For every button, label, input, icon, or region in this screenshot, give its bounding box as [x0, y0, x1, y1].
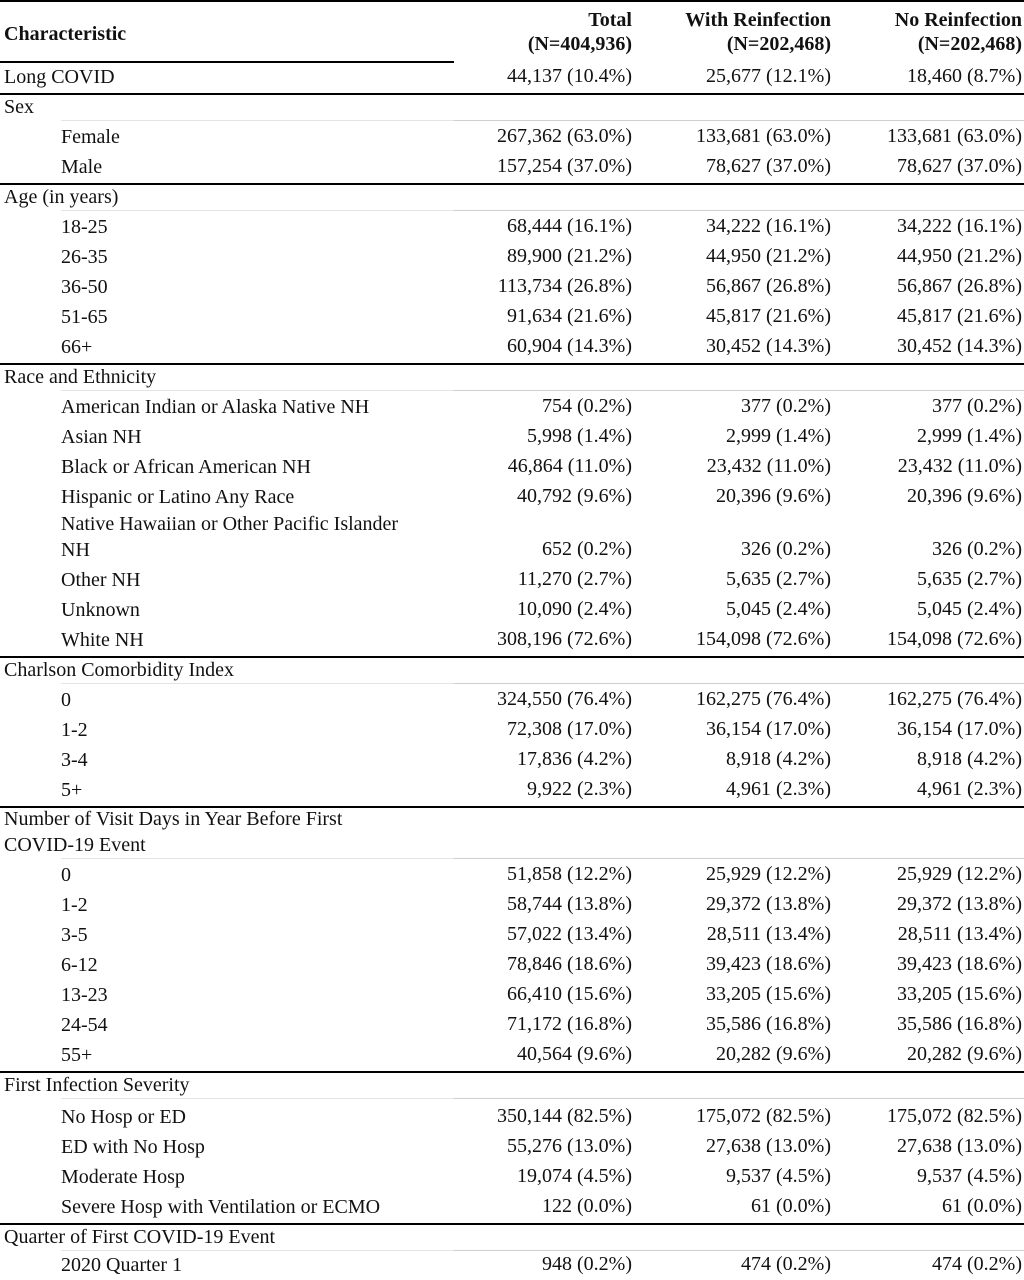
- cell-total: 91,634 (21.6%): [507, 305, 632, 327]
- cell-no-reinfection: 4,961 (2.3%): [917, 778, 1022, 800]
- cell-no-reinfection: 56,867 (26.8%): [897, 275, 1022, 297]
- row-label: 1-2: [61, 894, 88, 916]
- cell-total: 60,904 (14.3%): [507, 335, 632, 357]
- cell-no-reinfection: 9,537 (4.5%): [917, 1165, 1022, 1187]
- header-no-reinfection: [895, 8, 1022, 56]
- cell-no-reinfection: 27,638 (13.0%): [897, 1135, 1022, 1157]
- row-label: 66+: [61, 336, 93, 358]
- table-row: [0, 950, 1024, 980]
- cell-with-reinfection: 29,372 (13.8%): [706, 893, 831, 915]
- cell-no-reinfection: 35,586 (16.8%): [897, 1013, 1022, 1035]
- header-with-title: With Reinfection: [685, 9, 831, 31]
- table-row: [0, 1162, 1024, 1192]
- cell-with-reinfection: 25,677 (12.1%): [706, 65, 831, 87]
- table-row: [0, 565, 1024, 595]
- table-row: [0, 1250, 1024, 1280]
- row-label: Black or African American NH: [61, 456, 311, 478]
- section-faint-rule-left: [61, 210, 454, 211]
- cell-no-reinfection: 29,372 (13.8%): [897, 893, 1022, 915]
- row-label: American Indian or Alaska Native NH: [61, 396, 370, 418]
- cell-total: 5,998 (1.4%): [527, 425, 632, 447]
- cell-with-reinfection: 326 (0.2%): [741, 538, 831, 560]
- cell-total: 72,308 (17.0%): [507, 718, 632, 740]
- row-label: Moderate Hosp: [61, 1166, 185, 1188]
- cell-with-reinfection: 27,638 (13.0%): [706, 1135, 831, 1157]
- cell-total: 71,172 (16.8%): [507, 1013, 632, 1035]
- table-row: [0, 513, 1024, 565]
- cell-total: 308,196 (72.6%): [497, 628, 632, 650]
- row-label: 13-23: [61, 984, 108, 1006]
- cell-total: 78,846 (18.6%): [507, 953, 632, 975]
- section-label: Race and Ethnicity: [4, 366, 157, 388]
- row-label: 3-5: [61, 924, 88, 946]
- cell-with-reinfection: 78,627 (37.0%): [706, 155, 831, 177]
- cell-with-reinfection: 2,999 (1.4%): [726, 425, 831, 447]
- header-total: [528, 8, 632, 56]
- cell-no-reinfection: 5,045 (2.4%): [917, 598, 1022, 620]
- header-with-n: (N=202,468): [726, 33, 831, 55]
- section-label: Quarter of First COVID-19 Event: [4, 1226, 276, 1248]
- header-total-title: Total: [588, 9, 632, 31]
- row-label: 51-65: [61, 306, 108, 328]
- cell-total: 44,137 (10.4%): [507, 65, 632, 87]
- table-row: [0, 860, 1024, 890]
- cell-with-reinfection: 39,423 (18.6%): [706, 953, 831, 975]
- cell-no-reinfection: 45,817 (21.6%): [897, 305, 1022, 327]
- row-label: Asian NH: [61, 426, 142, 448]
- row-label: Hispanic or Latino Any Race: [61, 486, 295, 508]
- cell-total: 113,734 (26.8%): [497, 275, 632, 297]
- section-faint-rule-left: [61, 683, 454, 684]
- cell-total: 58,744 (13.8%): [507, 893, 632, 915]
- table-row: [0, 1192, 1024, 1222]
- cell-no-reinfection: 175,072 (82.5%): [887, 1105, 1022, 1127]
- header-no-n: (N=202,468): [917, 33, 1022, 55]
- cell-no-reinfection: 25,929 (12.2%): [897, 863, 1022, 885]
- cell-with-reinfection: 30,452 (14.3%): [706, 335, 831, 357]
- row-label: [61, 511, 398, 563]
- cell-no-reinfection: 377 (0.2%): [932, 395, 1022, 417]
- table-row: [0, 302, 1024, 332]
- cell-with-reinfection: 377 (0.2%): [741, 395, 831, 417]
- table-row: [0, 595, 1024, 625]
- cell-with-reinfection: 4,961 (2.3%): [726, 778, 831, 800]
- cell-no-reinfection: 28,511 (13.4%): [897, 923, 1022, 945]
- cell-with-reinfection: 61 (0.0%): [751, 1195, 831, 1217]
- table-row: [0, 122, 1024, 152]
- section-faint-rule: [454, 683, 1024, 684]
- table-row: [0, 452, 1024, 482]
- cell-total: 9,922 (2.3%): [527, 778, 632, 800]
- table-row: [0, 62, 1024, 92]
- table-row: [0, 890, 1024, 920]
- cell-total: 40,564 (9.6%): [517, 1043, 632, 1065]
- cell-total: 350,144 (82.5%): [497, 1105, 632, 1127]
- section-label: Age (in years): [4, 186, 119, 208]
- row-label: No Hosp or ED: [61, 1106, 186, 1128]
- cell-no-reinfection: 20,396 (9.6%): [907, 485, 1022, 507]
- cell-total: 46,864 (11.0%): [507, 455, 632, 477]
- row-label: 55+: [61, 1044, 93, 1066]
- cell-total: 652 (0.2%): [542, 538, 632, 560]
- section-row: [0, 1222, 1024, 1252]
- table-row: [0, 482, 1024, 512]
- row-label: White NH: [61, 629, 144, 651]
- row-label-line: Native Hawaiian or Other Pacific Islander: [61, 513, 399, 535]
- table-row: [0, 980, 1024, 1010]
- section-label: First Infection Severity: [4, 1074, 190, 1096]
- section-faint-rule: [454, 120, 1024, 121]
- section-row: [0, 655, 1024, 685]
- cell-no-reinfection: 18,460 (8.7%): [907, 65, 1022, 87]
- cell-with-reinfection: 5,045 (2.4%): [726, 598, 831, 620]
- table-row: [0, 745, 1024, 775]
- row-label: Female: [61, 126, 120, 148]
- table-row: [0, 422, 1024, 452]
- table-row: [0, 392, 1024, 422]
- row-label: 3-4: [61, 749, 88, 771]
- row-label: 0: [61, 864, 71, 886]
- row-label-line: COVID-19 Event: [4, 834, 146, 856]
- cell-no-reinfection: 474 (0.2%): [932, 1253, 1022, 1275]
- cell-with-reinfection: 25,929 (12.2%): [706, 863, 831, 885]
- cell-with-reinfection: 20,396 (9.6%): [716, 485, 831, 507]
- cell-total: 157,254 (37.0%): [497, 155, 632, 177]
- table-row: [0, 775, 1024, 805]
- cell-with-reinfection: 9,537 (4.5%): [726, 1165, 831, 1187]
- cell-total: 324,550 (76.4%): [497, 688, 632, 710]
- row-label-line: NH: [61, 539, 90, 561]
- section-label: Sex: [4, 96, 34, 118]
- cell-with-reinfection: 154,098 (72.6%): [696, 628, 831, 650]
- cell-total: 68,444 (16.1%): [507, 215, 632, 237]
- table-row: [0, 212, 1024, 242]
- table-row: [0, 1010, 1024, 1040]
- row-label: 24-54: [61, 1014, 108, 1036]
- row-label: Male: [61, 156, 103, 178]
- table-top-rule: [0, 0, 1024, 2]
- header-characteristic: Characteristic: [4, 23, 127, 45]
- cell-no-reinfection: 61 (0.0%): [942, 1195, 1022, 1217]
- row-label: 36-50: [61, 276, 108, 298]
- header-with-reinfection: [685, 8, 831, 56]
- cell-with-reinfection: 23,432 (11.0%): [706, 455, 831, 477]
- cell-with-reinfection: 5,635 (2.7%): [726, 568, 831, 590]
- cell-no-reinfection: 2,999 (1.4%): [917, 425, 1022, 447]
- row-label: 5+: [61, 779, 83, 801]
- cell-no-reinfection: 8,918 (4.2%): [917, 748, 1022, 770]
- section-row: [0, 362, 1024, 392]
- header-total-n: (N=404,936): [527, 33, 632, 55]
- table-row: [0, 242, 1024, 272]
- cell-no-reinfection: 34,222 (16.1%): [897, 215, 1022, 237]
- section-faint-rule: [454, 390, 1024, 391]
- row-label: 1-2: [61, 719, 88, 741]
- table-row: [0, 920, 1024, 950]
- cell-no-reinfection: 20,282 (9.6%): [907, 1043, 1022, 1065]
- cell-no-reinfection: 36,154 (17.0%): [897, 718, 1022, 740]
- cell-no-reinfection: 33,205 (15.6%): [897, 983, 1022, 1005]
- table-row: [0, 1102, 1024, 1132]
- row-label: 6-12: [61, 954, 98, 976]
- cell-no-reinfection: 5,635 (2.7%): [917, 568, 1022, 590]
- cell-total: 17,836 (4.2%): [517, 748, 632, 770]
- cell-total: 66,410 (15.6%): [507, 983, 632, 1005]
- section-faint-rule: [454, 1098, 1024, 1099]
- section-faint-rule: [454, 858, 1024, 859]
- cell-with-reinfection: 8,918 (4.2%): [726, 748, 831, 770]
- cell-with-reinfection: 20,282 (9.6%): [716, 1043, 831, 1065]
- table-row: [0, 1040, 1024, 1070]
- cell-total: 267,362 (63.0%): [497, 125, 632, 147]
- section-row: [0, 92, 1024, 122]
- table-row: [0, 1132, 1024, 1162]
- section-label: Charlson Comorbidity Index: [4, 659, 234, 681]
- cell-no-reinfection: 30,452 (14.3%): [897, 335, 1022, 357]
- section-row: [0, 808, 1024, 860]
- section-faint-rule: [454, 210, 1024, 211]
- table-row: [0, 715, 1024, 745]
- cell-no-reinfection: 78,627 (37.0%): [897, 155, 1022, 177]
- table-row: [0, 272, 1024, 302]
- row-label: 18-25: [61, 216, 108, 238]
- cell-with-reinfection: 35,586 (16.8%): [706, 1013, 831, 1035]
- cell-with-reinfection: 36,154 (17.0%): [706, 718, 831, 740]
- cell-total: 89,900 (21.2%): [507, 245, 632, 267]
- section-row: [0, 1070, 1024, 1100]
- cell-total: 11,270 (2.7%): [517, 568, 632, 590]
- section-faint-rule-left: [61, 120, 454, 121]
- row-label-line: Number of Visit Days in Year Before First: [4, 808, 343, 830]
- table-row: [0, 332, 1024, 362]
- section-faint-rule-left: [61, 390, 454, 391]
- cell-total: 55,276 (13.0%): [507, 1135, 632, 1157]
- row-label: Other NH: [61, 569, 141, 591]
- row-label: Severe Hosp with Ventilation or ECMO: [61, 1196, 381, 1218]
- cell-with-reinfection: 162,275 (76.4%): [696, 688, 831, 710]
- row-label: Long COVID: [4, 66, 115, 88]
- cell-with-reinfection: 56,867 (26.8%): [706, 275, 831, 297]
- cell-total: 51,858 (12.2%): [507, 863, 632, 885]
- cell-no-reinfection: 39,423 (18.6%): [897, 953, 1022, 975]
- cell-no-reinfection: 133,681 (63.0%): [887, 125, 1022, 147]
- section-faint-rule-left: [61, 1098, 454, 1099]
- cell-no-reinfection: 162,275 (76.4%): [887, 688, 1022, 710]
- cell-no-reinfection: 326 (0.2%): [932, 538, 1022, 560]
- cell-with-reinfection: 474 (0.2%): [741, 1253, 831, 1275]
- cell-no-reinfection: 23,432 (11.0%): [897, 455, 1022, 477]
- row-label: 26-35: [61, 246, 108, 268]
- cell-with-reinfection: 28,511 (13.4%): [706, 923, 831, 945]
- header-no-title: No Reinfection: [894, 9, 1022, 31]
- cell-total: 948 (0.2%): [542, 1253, 632, 1275]
- row-label: 0: [61, 689, 71, 711]
- cell-with-reinfection: 34,222 (16.1%): [706, 215, 831, 237]
- table-row: [0, 152, 1024, 182]
- table-row: [0, 685, 1024, 715]
- cell-no-reinfection: 154,098 (72.6%): [887, 628, 1022, 650]
- cell-total: 754 (0.2%): [542, 395, 632, 417]
- row-label: ED with No Hosp: [61, 1136, 205, 1158]
- cell-with-reinfection: 133,681 (63.0%): [696, 125, 831, 147]
- section-row: [0, 182, 1024, 212]
- row-label: Unknown: [61, 599, 140, 621]
- cell-total: 40,792 (9.6%): [517, 485, 632, 507]
- cell-no-reinfection: 44,950 (21.2%): [897, 245, 1022, 267]
- cell-with-reinfection: 45,817 (21.6%): [706, 305, 831, 327]
- section-label: [4, 806, 342, 858]
- row-label: 2020 Quarter 1: [61, 1254, 183, 1276]
- cell-total: 57,022 (13.4%): [507, 923, 632, 945]
- cell-with-reinfection: 44,950 (21.2%): [706, 245, 831, 267]
- section-faint-rule-left: [61, 858, 454, 859]
- cell-total: 122 (0.0%): [542, 1195, 632, 1217]
- cell-with-reinfection: 175,072 (82.5%): [696, 1105, 831, 1127]
- table-row: [0, 625, 1024, 655]
- cell-total: 10,090 (2.4%): [517, 598, 632, 620]
- cell-total: 19,074 (4.5%): [517, 1165, 632, 1187]
- cell-with-reinfection: 33,205 (15.6%): [706, 983, 831, 1005]
